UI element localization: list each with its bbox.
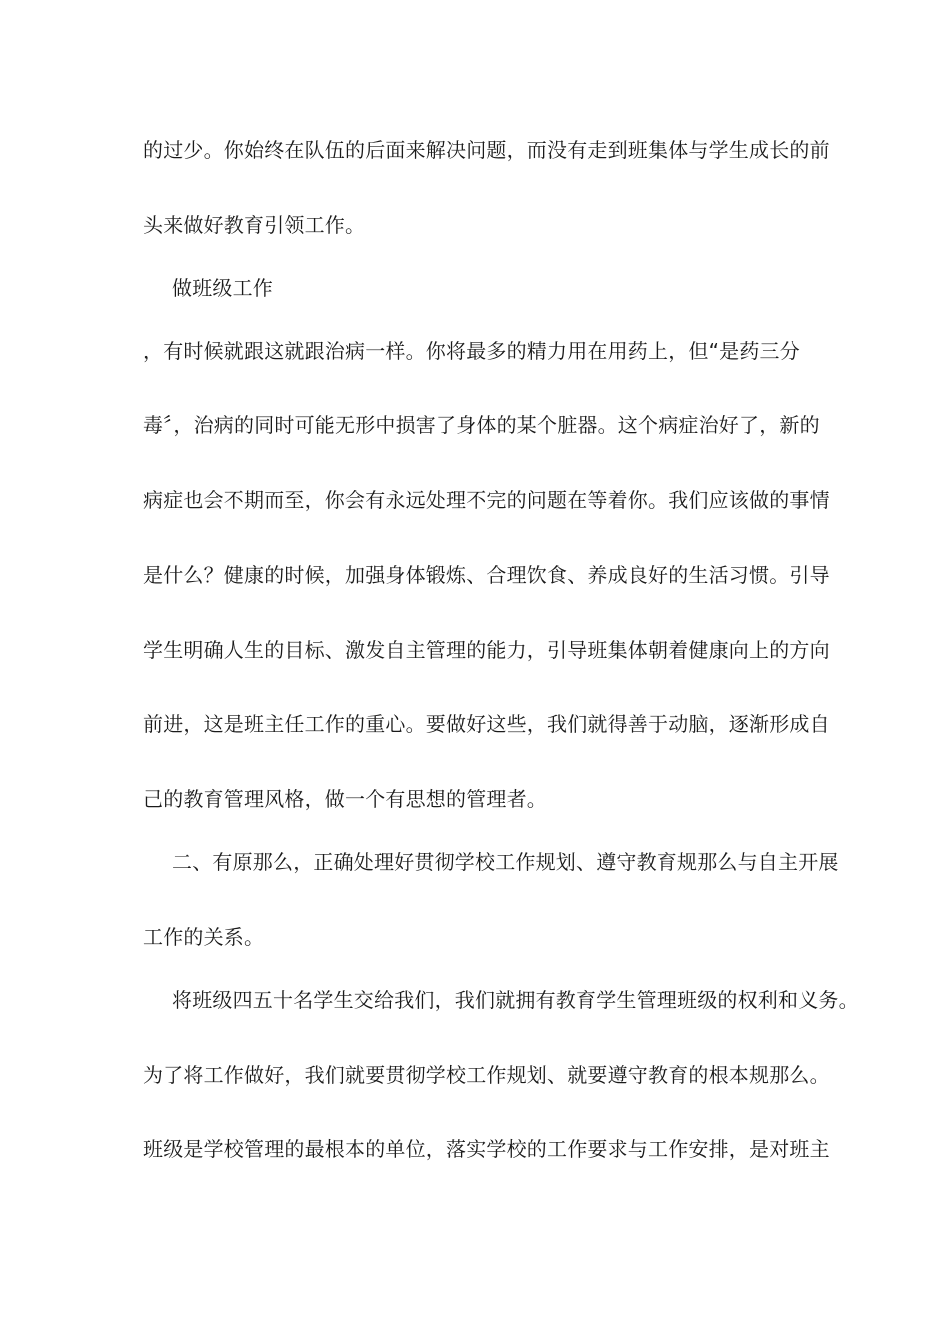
- text-line: 头来做好教育引领工作。: [143, 213, 366, 237]
- text-line: 的过少。你始终在队伍的后面来解决问题，而没有走到班集体与学生成长的前: [143, 138, 830, 162]
- text-line: 前进，这是班主任工作的重心。要做好这些，我们就得善于动脑，逐渐形成自: [143, 712, 830, 736]
- paragraph-heading: 做班级工作: [172, 276, 273, 300]
- text-line: 己的教育管理风格，做一个有思想的管理者。: [143, 787, 547, 811]
- text-line: 工作的关系。: [143, 925, 265, 949]
- text-line: 学生明确人生的目标、激发自主管理的能力，引导班集体朝着健康向上的方向: [143, 638, 830, 662]
- text-line: 是什么？健康的时候，加强身体锻炼、合理饮食、养成良好的生活习惯。引导: [143, 563, 830, 587]
- text-line: 病症也会不期而至，你会有永远处理不完的问题在等着你。我们应该做的事情: [143, 488, 830, 512]
- text-line: 将班级四五十名学生交给我们，我们就拥有教育学生管理班级的权利和义务。: [172, 988, 859, 1012]
- section-heading: 二、有原那么，正确处理好贯彻学校工作规划、遵守教育规那么与自主开展: [172, 850, 839, 874]
- text-line: 为了将工作做好，我们就要贯彻学校工作规划、就要遵守教育的根本规那么。: [143, 1063, 830, 1087]
- text-line: ，有时候就跟这就跟治病一样。你将最多的精力用在用药上，但“是药三分: [143, 339, 800, 363]
- text-line: 班级是学校管理的最根本的单位，落实学校的工作要求与工作安排，是对班主: [143, 1137, 830, 1161]
- text-line: 毒〞，治病的同时可能无形中损害了身体的某个脏器。这个病症治好了，新的: [143, 413, 820, 437]
